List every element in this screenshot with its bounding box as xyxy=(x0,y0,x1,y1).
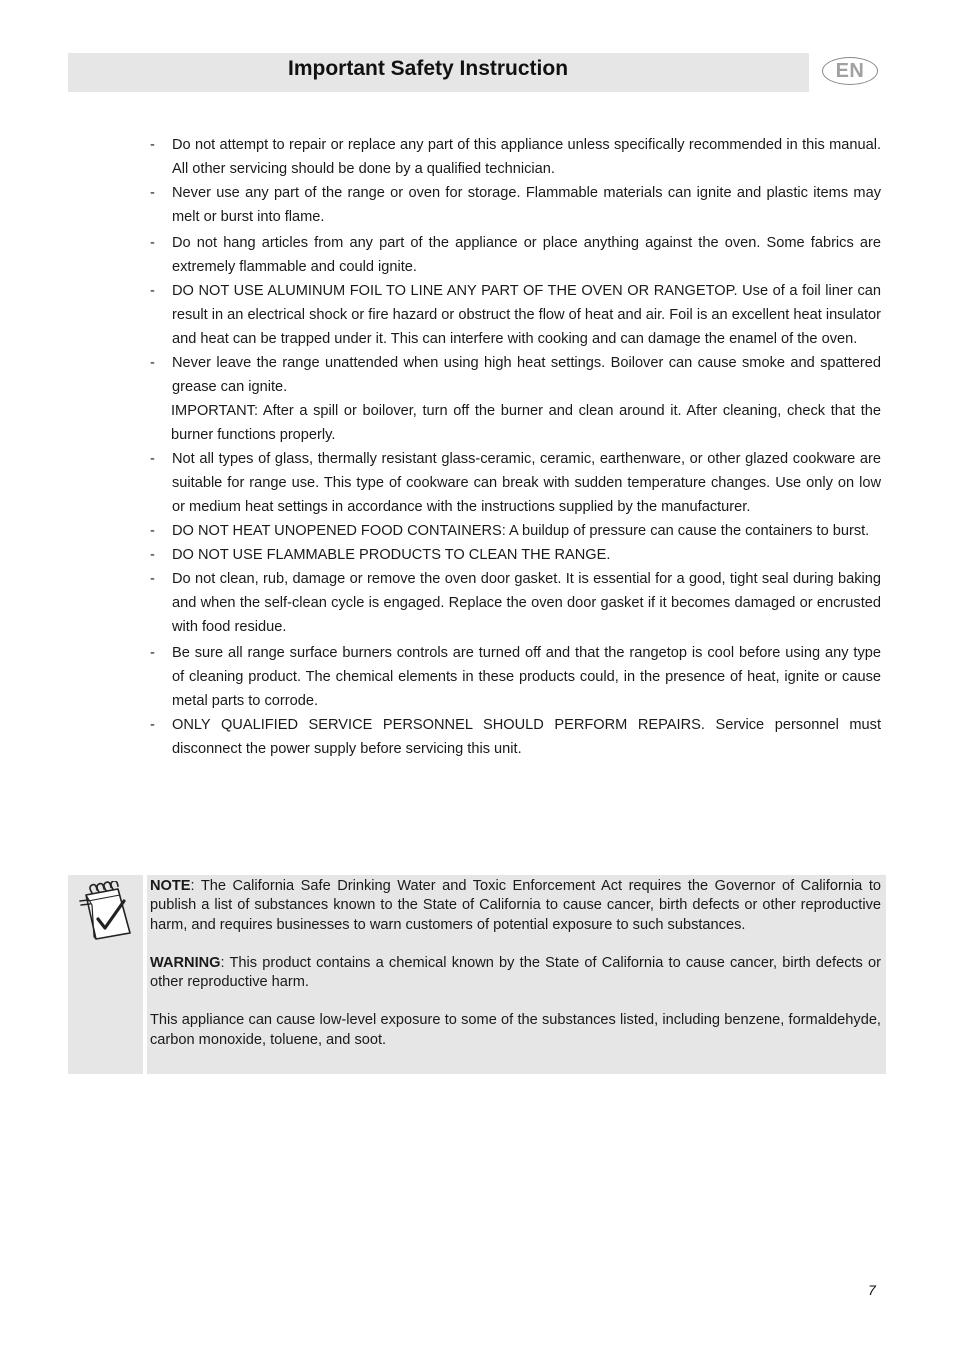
list-item xyxy=(148,567,881,639)
list-dash: - xyxy=(150,451,155,467)
list-item-text: DO NOT USE FLAMMABLE PRODUCTS TO CLEAN THE RANGE. xyxy=(172,547,611,563)
list-item-text: ONLY QUALIFIED SERVICE PERSONNEL SHOULD PERFORM REPAIRS. Service personnel must disconnect the power supply before servicing this unit. xyxy=(172,717,881,757)
list-dash: - xyxy=(150,523,155,539)
notepad-check-icon xyxy=(78,881,136,943)
list-dash: - xyxy=(150,137,155,153)
list-item-text: Do not clean, rub, damage or remove the oven door gasket. It is essential for a good, tight seal during baking and when the self-clean cycle is engaged. Replace the oven door gasket if it becomes damaged or encrusted with food residue. xyxy=(172,571,881,635)
list-item-text: Be sure all range surface burners controls are turned off and that the rangetop is cool before using any type of cleaning product. The chemical elements in these products could, in the presence of heat, ignite or cause metal parts to corrode. xyxy=(172,645,881,709)
warning-label: WARNING xyxy=(150,954,221,971)
list-item xyxy=(148,231,881,279)
list-item-text: Never leave the range unattended when using high heat settings. Boilover can cause smoke and spattered grease can ignite. xyxy=(172,355,881,395)
list-item xyxy=(148,351,881,447)
list-dash: - xyxy=(150,283,155,299)
list-dash: - xyxy=(150,185,155,201)
list-item xyxy=(148,279,881,351)
list-item-text: Not all types of glass, thermally resistant glass-ceramic, ceramic, earthenware, or other glazed cookware are suitable for range use. This type of cookware can break with sudden temperature changes. Use only on low or medium heat settings in accordance with the instructions supplied by the manufacturer. xyxy=(172,451,881,515)
list-item xyxy=(148,447,881,519)
page-title: Important Safety Instruction xyxy=(288,57,569,80)
list-dash: - xyxy=(150,235,155,251)
list-item xyxy=(148,519,881,543)
list-item xyxy=(148,181,881,229)
note-text: : The California Safe Drinking Water and Toxic Enforcement Act requires the Governor of California to publish a list of substances known to the State of California to cause cancer, birth defects or other reproductive harm, and requires businesses to warn customers of potential exposure to such substances. xyxy=(150,878,881,933)
list-item xyxy=(148,641,881,713)
list-item-text: Never use any part of the range or oven for storage. Flammable materials can ignite and plastic items may melt or burst into flame. xyxy=(172,185,881,225)
safety-instruction-list xyxy=(148,133,881,761)
note-label: NOTE xyxy=(150,878,191,894)
list-dash: - xyxy=(150,717,155,733)
page-number: 7 xyxy=(868,1282,876,1298)
list-item-text: Do not attempt to repair or replace any part of this appliance unless specifically recommended in this manual. All other servicing should be done by a qualified technician. xyxy=(172,137,881,177)
list-dash: - xyxy=(150,547,155,563)
note-icon-panel xyxy=(68,875,143,1074)
header-bar xyxy=(68,53,809,92)
list-item-text: DO NOT USE ALUMINUM FOIL TO LINE ANY PART OF THE OVEN OR RANGETOP. Use of a foil liner can result in an electrical shock or fire hazard or obstruct the flow of heat and air. Foil is an excellent heat insulator and heat can be trapped under it. This can interfere with cooking and can damage the enamel of the oven. xyxy=(172,283,881,347)
list-dash: - xyxy=(150,645,155,661)
list-item xyxy=(148,713,881,761)
list-item-text: DO NOT HEAT UNOPENED FOOD CONTAINERS: A buildup of pressure can cause the containers to burst. xyxy=(172,523,870,539)
warning-text: : This product contains a chemical known by the State of California to cause cancer, birth defects or other reproductive harm. xyxy=(150,954,881,991)
exposure-paragraph: This appliance can cause low-level exposure to some of the substances listed, including benzene, formaldehyde, carbon monoxide, toluene, and soot. xyxy=(150,1012,881,1048)
note-paragraph xyxy=(150,877,881,935)
list-dash: - xyxy=(150,355,155,371)
list-item xyxy=(148,543,881,567)
warning-paragraph xyxy=(150,954,881,993)
important-note-text: IMPORTANT: After a spill or boilover, turn off the burner and clean around it. After cleaning, check that the burner functions properly. xyxy=(171,403,881,443)
list-item-text: Do not hang articles from any part of the appliance or place anything against the oven. Some fabrics are extremely flammable and could ignite. xyxy=(172,235,881,275)
list-item xyxy=(148,133,881,181)
list-dash: - xyxy=(150,571,155,587)
california-note-box xyxy=(147,875,886,1074)
language-badge: EN xyxy=(822,57,878,85)
